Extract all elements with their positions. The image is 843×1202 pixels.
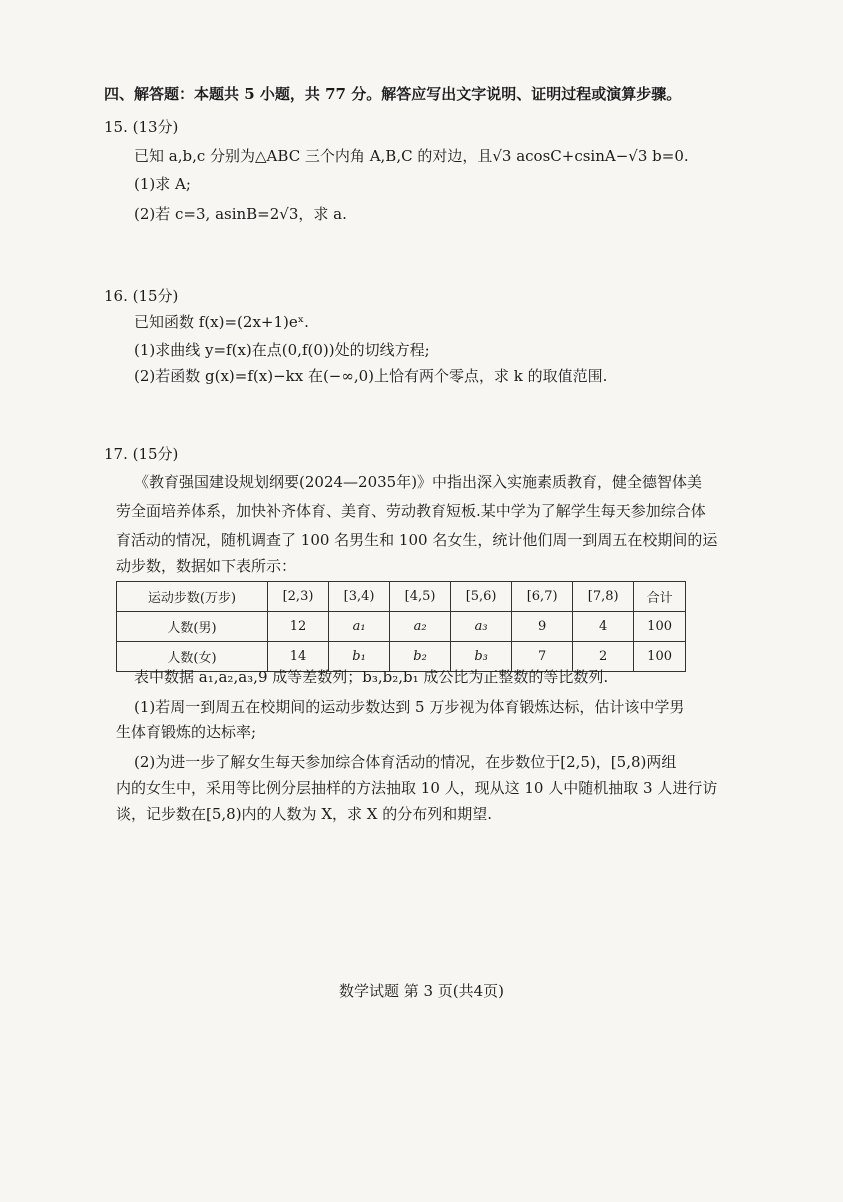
table-cell: b₃ [451, 642, 512, 672]
q17-part2-line: (2)为进一步了解女生每天参加综合体育活动的情况，在步数位于[2,5)，[5,8)两组 [134, 753, 677, 771]
table-cell: a₃ [451, 612, 512, 642]
table-cell: a₂ [390, 612, 451, 642]
table-header-cell: [4,5) [390, 582, 451, 612]
q17-part1-line: 生体育锻炼的达标率; [116, 723, 257, 741]
q17-stem-line: 《教育强国建设规划纲要(2024—2035年)》中指出深入实施素质教育，健全德智体美 [134, 473, 703, 491]
section-header: 四、解答题：本题共 5 小题，共 77 分。解答应写出文字说明、证明过程或演算步骤。 [104, 85, 682, 103]
q16-stem: 已知函数 f(x)=(2x+1)eˣ. [134, 313, 309, 331]
table-cell: b₂ [390, 642, 451, 672]
table-cell: 7 [512, 642, 573, 672]
table-header-cell: [3,4) [329, 582, 390, 612]
table-header-cell: [2,3) [268, 582, 329, 612]
q17-note: 表中数据 a₁,a₂,a₃,9 成等差数列；b₃,b₂,b₁ 成公比为正整数的等比数列. [134, 668, 609, 686]
table-cell: 2 [573, 642, 634, 672]
q16-part1: (1)求曲线 y=f(x)在点(0,f(0))处的切线方程; [134, 341, 430, 359]
q15-title: 15. (13分) [104, 118, 179, 136]
q17-title: 17. (15分) [104, 445, 179, 463]
table-header-cell: [5,6) [451, 582, 512, 612]
q17-part2-line: 内的女生中，采用等比例分层抽样的方法抽取 10 人，现从这 10 人中随机抽取 3 人进行访 [116, 779, 718, 797]
q17-part1-line: (1)若周一到周五在校期间的运动步数达到 5 万步视为体育锻炼达标，估计该中学男 [134, 698, 685, 716]
table-cell: 人数(女) [117, 642, 268, 672]
q15-part2: (2)若 c=3, asinB=2√3，求 a. [134, 205, 347, 223]
q15-stem: 已知 a,b,c 分别为△ABC 三个内角 A,B,C 的对边，且√3 acosC+csinA−√3 b=0. [134, 147, 689, 165]
table-cell: 12 [268, 612, 329, 642]
q16-title: 16. (15分) [104, 287, 179, 305]
q17-stem-line: 育活动的情况，随机调查了 100 名男生和 100 名女生，统计他们周一到周五在校期间的运 [116, 531, 718, 549]
step-count-table [116, 581, 686, 672]
q15-part1: (1)求 A; [134, 175, 191, 193]
table-cell: 14 [268, 642, 329, 672]
table-header-cell: 运动步数(万步) [117, 582, 268, 612]
table-header-cell: 合计 [634, 582, 686, 612]
table-header-row [117, 582, 686, 612]
table-cell: 100 [634, 612, 686, 642]
q16-part2: (2)若函数 g(x)=f(x)−kx 在(−∞,0)上恰有两个零点，求 k 的取值范围. [134, 367, 608, 385]
q17-part2-line: 谈，记步数在[5,8)内的人数为 X，求 X 的分布列和期望. [116, 805, 492, 823]
table-cell: 100 [634, 642, 686, 672]
q17-stem-line: 动步数，数据如下表所示： [116, 557, 297, 575]
table-cell: 人数(男) [117, 612, 268, 642]
table-row-male [117, 612, 686, 642]
table-cell: 9 [512, 612, 573, 642]
table-cell: b₁ [329, 642, 390, 672]
table-cell: a₁ [329, 612, 390, 642]
q17-stem-line: 劳全面培养体系，加快补齐体育、美育、劳动教育短板.某中学为了解学生每天参加综合体 [116, 502, 706, 520]
table-header-cell: [6,7) [512, 582, 573, 612]
page-footer: 数学试题 第 3 页(共4页) [338, 982, 505, 1000]
table-header-cell: [7,8) [573, 582, 634, 612]
bleed-through-text [480, 168, 493, 187]
table-cell: 4 [573, 612, 634, 642]
